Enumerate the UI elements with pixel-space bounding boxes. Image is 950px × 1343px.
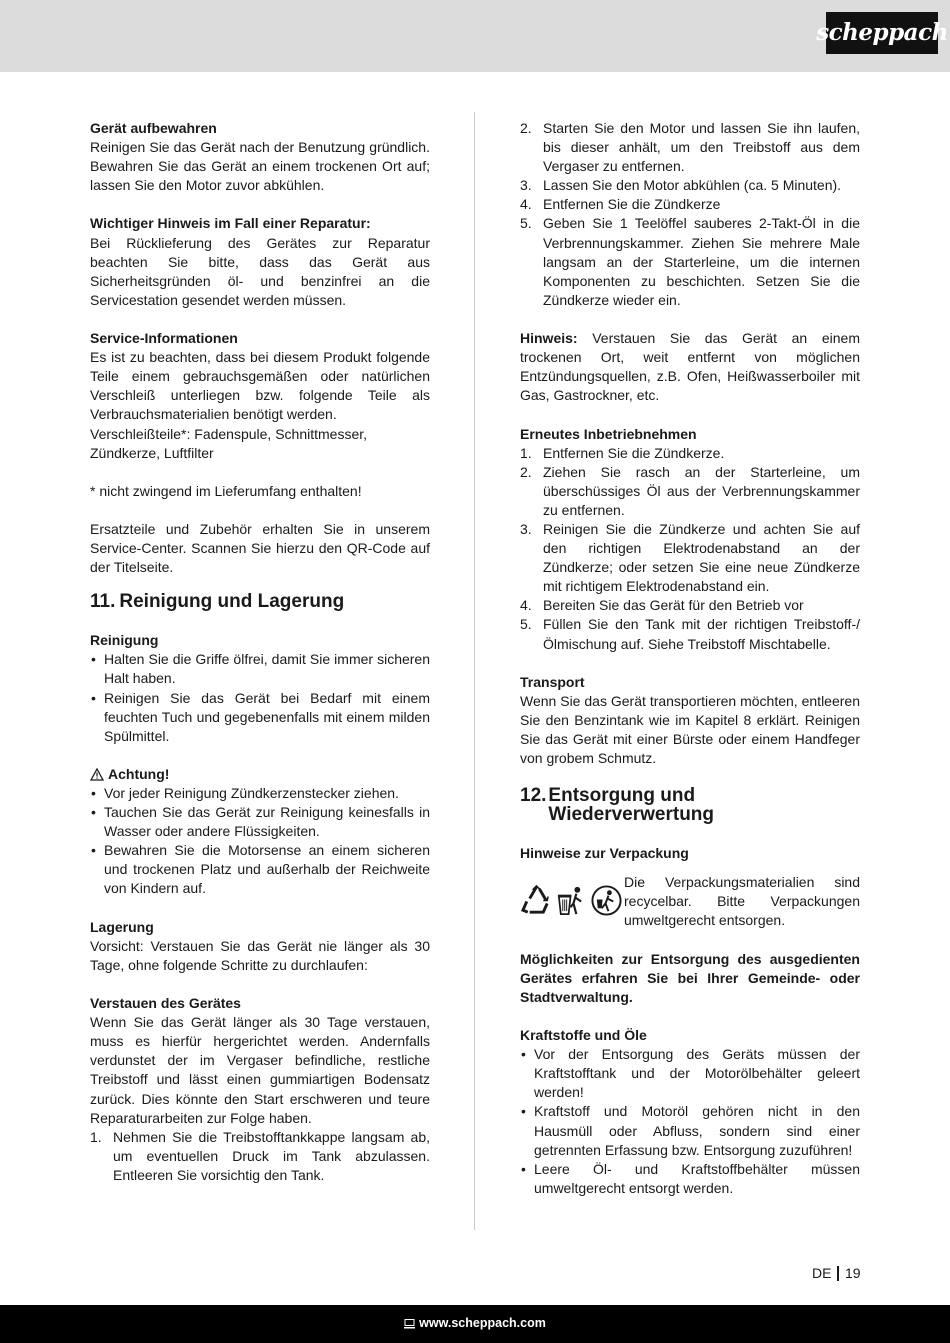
section-number: 12. [520,785,547,807]
list-item: 4. Entfernen Sie die Zündkerze [520,196,721,213]
service-text: Es ist zu beachten, dass bei diesem Produkt folgende Teile einem gebrauchsgemäßen oder natürlichen Verschleiß unterliegen bzw. folgende Teile als Verbrauchsmaterialien benötigt werden. [90,349,430,423]
trash-bin-person-icon [555,884,588,917]
right-column [520,119,860,1198]
transport-text: Wenn Sie das Gerät transportieren möchten, entleeren Sie den Benzintank wie im Kapitel 8 erklärt. Reinigen Sie das Gerät mit einer Bürste oder einem Handfeger von grobem Schmutz. [520,692,860,767]
cleaning-title: Reinigung [90,632,159,649]
brand-logo: scheppach [826,12,938,54]
section-11-heading [90,592,430,611]
footnote: * nicht zwingend im Lieferumfang enthalten! [90,482,362,499]
list-item: • Reinigen Sie das Gerät bei Bedarf mit einem feuchten Tuch und gegebenenfalls mit einem milden Spülmittel. [90,689,430,746]
section-title-line1: Entsorgung und [548,785,696,807]
stow-text: Wenn Sie das Gerät länger als 30 Tage verstauen, muss es hierfür hergerichtet werden. Andernfalls verdunstet der im Vergaser befindliche, restliche Treibstoff und lässt einen gummiartigen Bodensatz zurück. Dies könnte den Start erschweren und teure Reparaturarbeiten zur Folge haben. [90,1014,430,1126]
spare-parts-text: Ersatzteile und Zubehör erhalten Sie in unserem Service-Center. Scannen Sie hierzu den QR-Code auf der Titelseite. [90,520,430,576]
storage-text: Vorsicht: Verstauen Sie das Gerät nie länger als 30 Tage, ohne folgende Schritte zu durchlaufen: [90,937,430,973]
service-title: Service-Informationen [90,330,238,347]
list-item: • Vor der Entsorgung des Geräts müssen der Kraftstofftank und der Motorölbehälter geleert werden! [520,1045,860,1102]
packaging-row [520,873,860,930]
note-label: Hinweis: [520,330,578,347]
list-item: • Bewahren Sie die Motorsense an einem sicheren und trockenen Platz und außerhalb der Reichweite von Kindern auf. [90,841,430,898]
column-divider [474,112,475,1230]
list-item: 3. Reinigen Sie die Zündkerze und achten Sie auf den richtigen Elektrodenabstand an der Zündkerze; oder setzen Sie eine neue Zündkerze mit richtigem Elektrodenabstand ein. [520,520,860,595]
dispose-properly-icon [590,884,623,917]
disposal-info: Möglichkeiten zur Entsorgung des ausgedienten Gerätes erfahren Sie bei Ihrer Gemeinde- oder Stadtverwaltung. [520,950,860,1005]
fuels-list [520,1045,860,1198]
cleaning-list [90,650,430,745]
list-item: • Tauchen Sie das Gerät zur Reinigung keinesfalls in Wasser oder andere Flüssigkeiten. [90,803,430,841]
attention-list [90,784,430,899]
page-number-value: 19 [844,1265,861,1281]
recycle-icon [520,884,553,917]
list-item: 3. Lassen Sie den Motor abkühlen (ca. 5 Minuten). [520,177,842,194]
list-item: • Leere Öl- und Kraftstoffbehälter müssen umweltgerecht entsorgt werden. [520,1160,860,1198]
repair-title: Wichtiger Hinweis im Fall einer Reparatur: [90,215,371,232]
attention-heading [90,765,430,784]
list-item: 1. Nehmen Sie die Treibstofftankkappe langsam ab, um eventuellen Druck im Tank abzulassen. Entleeren Sie vorsichtig den Tank. [90,1128,430,1183]
transport-title: Transport [520,673,585,690]
language-code: DE [812,1265,832,1281]
fuels-title: Kraftstoffe und Öle [520,1027,647,1044]
restart-steps-list [520,444,860,654]
packaging-text: Die Verpackungsmaterialien sind recycelbar. Bitte Verpackungen umweltgerecht entsorgen. [624,874,860,929]
list-item: • Vor jeder Reinigung Zündkerzenstecker ziehen. [90,784,430,803]
recycling-icons [520,884,624,917]
list-item: 4. Bereiten Sie das Gerät für den Betrieb vor [520,597,804,614]
repair-text: Bei Rücklieferung des Gerätes zur Reparatur beachten Sie bitte, dass das Gerät aus Sicherheitsgründen öl- und benzinfrei an die Servicestation gesendet werden müssen. [90,234,430,308]
list-item: 2. Starten Sie den Motor und lassen Sie ihn laufen, bis dieser anhält, um den Treibstoff aus dem Vergaser zu entfernen. [520,120,860,175]
note-paragraph [520,329,860,405]
stow-steps-list [90,1128,430,1185]
page-number [812,1264,861,1283]
section-12-heading [520,786,860,824]
left-column [90,119,430,1185]
packaging-title: Hinweise zur Verpackung [520,845,689,862]
footer-bar [0,1305,950,1343]
storage-title: Lagerung [90,918,154,935]
wear-parts: Verschleißteile*: Fadenspule, Schnittmesser, Zündkerze, Luftfilter [90,425,368,461]
attention-title: Achtung! [108,765,170,782]
list-item: 1. Entfernen Sie die Zündkerze. [520,444,725,461]
stow-steps-continued [520,119,860,310]
note-text: Verstauen Sie das Gerät an einem trockenen Ort, weit entfernt von möglichen Entzündungsquellen, z.B. Ofen, Heißwasserboiler mit Gas, Gastrockner, etc. [520,330,860,404]
section-number: 11. [90,591,116,613]
website-link[interactable]: www.scheppach.com [419,1316,546,1331]
list-item: 5. Füllen Sie den Tank mit der richtigen Treibstoff-/ Ölmischung auf. Siehe Treibstoff Mischtabelle. [520,616,860,652]
computer-icon [404,1319,415,1329]
list-item: 5. Geben Sie 1 Teelöffel sauberes 2-Takt-Öl in die Verbrennungskammer. Ziehen Sie mehrere Male langsam an der Starterleine, um die internen Komponenten zu beschichten. Setzen Sie die Zündkerze wieder ein. [520,215,860,308]
section-title-line2: Wiederverwertung [548,804,715,826]
list-item: • Kraftstoff und Motoröl gehören nicht in den Hausmüll oder Abfluss, sondern sind einer getrennten Erfassung bzw. Entsorgung zuzuführen! [520,1102,860,1159]
list-item: 2. Ziehen Sie rasch an der Starterleine, um überschüssiges Öl aus der Verbrennungskammer zu entfernen. [520,463,860,518]
restart-title: Erneutes Inbetriebnehmen [520,425,697,442]
store-title: Gerät aufbewahren [90,120,217,136]
store-text: Reinigen Sie das Gerät nach der Benutzung gründlich. Bewahren Sie das Gerät an einem trockenen Ort auf; lassen Sie den Motor zuvor abkühlen. [90,139,430,194]
warning-triangle-icon [90,768,104,781]
section-title: Reinigung und Lagerung [119,591,345,613]
header-bar [0,0,950,72]
list-item: • Halten Sie die Griffe ölfrei, damit Sie immer sicheren Halt haben. [90,650,430,688]
stow-title: Verstauen des Gerätes [90,995,241,1012]
